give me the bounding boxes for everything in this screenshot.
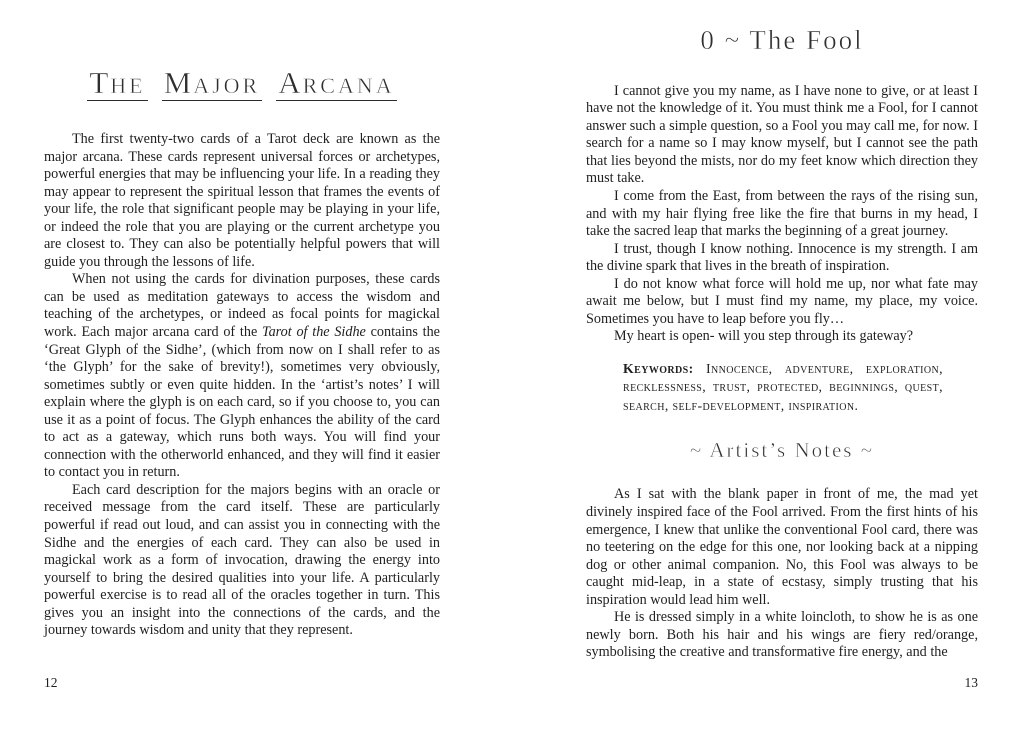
chapter-title — [44, 64, 440, 101]
oracle-paragraph: My heart is open- will you step through its gateway? — [614, 328, 914, 345]
page-left — [44, 0, 440, 731]
oracle-paragraph: I do not know what force will hold me up, nor what fate may await me below, but I must find my name, my place, my voice. Sometimes you have to leap before you fly… — [586, 275, 978, 327]
page-number-right: 13 — [964, 675, 978, 690]
paragraph-segment: When not using the cards for divination purposes, these cards can be used as meditation gateways to access the wisdom and teaching of the archetypes, or indeed as focal points for magickal work. Each major arcana card of the — [44, 271, 440, 341]
page-number-left: 12 — [44, 675, 58, 690]
title-initial: A — [278, 65, 303, 100]
title-rest: HE — [110, 73, 146, 98]
keywords-label: Keywords: — [623, 360, 694, 376]
title-rest: RCANA — [302, 73, 395, 98]
oracle-paragraph: I come from the East, from between the rays of the rising sun, and with my hair flying free like the fire that burns in my head, I take the sacred leap that marks the beginning of a great journey. — [586, 187, 978, 240]
paragraph-glyph — [44, 271, 440, 482]
card-title: 0 ~ The Fool — [700, 25, 864, 55]
title-initial: M — [163, 65, 194, 100]
paragraph-intro: The first twenty-two cards of a Tarot deck are known as the major arcana. These cards represent universal forces or archetypes, powerful energies that may be influencing your life. In a reading they may appear to represent the spiritual lesson that frames the events of your life, the role that significant people may be playing in your life, or indeed the role that you are playing or the current archetype you are closest to. They can also be potentially helpful powers that will guide you through the lessons of life. — [44, 131, 440, 270]
title-word-major — [162, 66, 263, 101]
title-rest: AJOR — [193, 73, 261, 98]
artists-notes-heading: ~ Artist’s Notes ~ — [689, 438, 875, 463]
book-title-italic: Tarot of the Sidhe — [262, 324, 366, 341]
title-word-the — [87, 66, 147, 101]
notes-paragraph: He is dressed simply in a white loincloth, to show he is as one newly born. Both his hair and his wings are fiery red/orange, symbolising the creative and transformative fire energy, and the — [586, 609, 978, 661]
notes-paragraph: As I sat with the blank paper in front of me, the mad yet divinely inspired face of the Fool arrived. From the first hints of his emergence, I knew that unlike the conventional Fool card, there was no teetering on the edge for this one, nor looking back at a nipping dog or other animal companion. No, this Fool was always to be caught mid-leap, in a state of ecstasy, simply trusting that his inspiration would lead him well. — [586, 486, 978, 608]
oracle-paragraph: I cannot give you my name, as I have none to give, or at least I have not the knowledge of it. You must think me a Fool, for I cannot answer such a simple question, so a Fool you may call me, for now. I search for a name so I may know myself, but I cannot see the path that lies beyond the mists, nor do my feet know which direction they must take. — [586, 82, 978, 187]
keywords-block — [623, 360, 943, 416]
paragraph-segment: contains the ‘Great Glyph of the Sidhe’, (which from now on I shall refer to as ‘the Glyph’ for the sake of brevity!), sometimes very obviously, sometimes subtly or even quite hidden. In the ‘artist’s notes’ I will explain where the glyph is on each card, so if you choose to, you can use it as a point of focus. The Glyph enhances the ability of the card to act as a gateway, which runs both ways. You will find your connection with the otherworld enhanced, and they will find it easier to contact you in return. — [44, 324, 440, 481]
oracle-paragraph: I trust, though I know nothing. Innocence is my strength. I am the divine spark that lives in the breath of inspiration. — [586, 240, 978, 275]
paragraph-oracle-use: Each card description for the majors begins with an oracle or received message from the card itself. These are particularly powerful if read out loud, and can assist you in connecting with the Sidhe and the energies of each card. They can also be used in magickal work as a form of invocation, drawing the energy into yourself to bring the desired qualities into your life. A particularly powerful exercise is to read all of the oracles together in turn. This gives you an insight into the connections of the cards, and the journey towards wisdom and unity that they represent. — [44, 481, 440, 639]
page-right — [586, 0, 978, 731]
title-initial: T — [89, 65, 111, 100]
title-word-arcana — [276, 66, 396, 101]
keywords-text: Innocence, adventure, exploration, recklessness, trust, protected, beginnings, quest, search, self-development, inspiration. — [623, 360, 943, 413]
